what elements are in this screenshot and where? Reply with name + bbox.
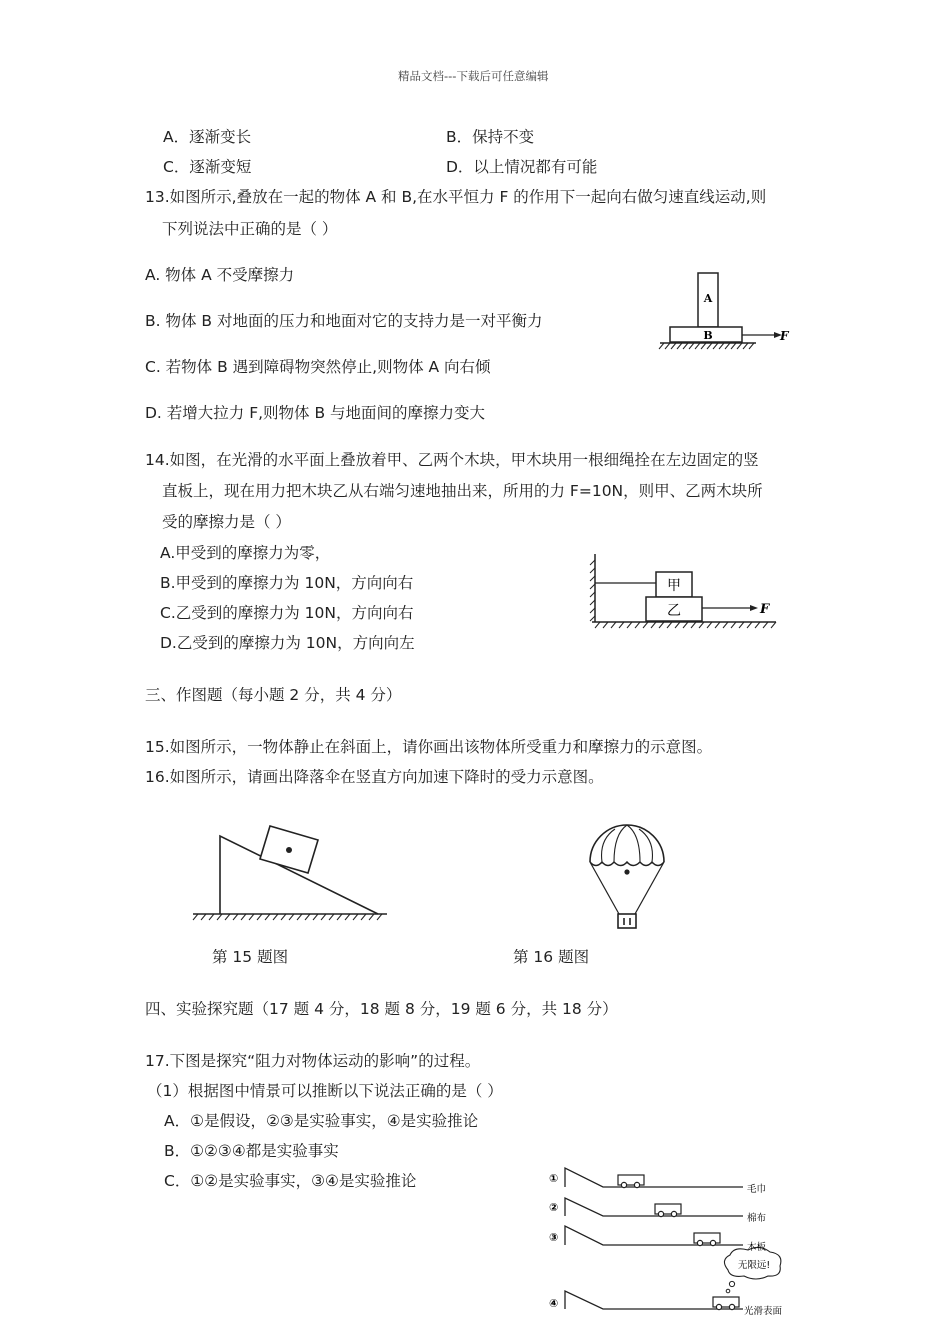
block-yi-label: 乙	[667, 603, 681, 619]
q13-option-d: D. 若增大拉力 F,则物体 B 与地面间的摩擦力变大	[145, 404, 486, 422]
surface-2: 棉布	[747, 1213, 767, 1224]
q13-figure	[656, 272, 796, 352]
block-jia-label: 甲	[667, 578, 681, 594]
q17-figure	[548, 1160, 798, 1320]
surface-1: 毛巾	[747, 1184, 767, 1195]
label-n4: ④	[549, 1297, 559, 1310]
q14-figure	[590, 552, 785, 637]
q13-stem-line1: 13.如图所示,叠放在一起的物体 A 和 B,在水平恒力 F 的作用下一起向右做匀速直线运动,则	[145, 188, 767, 206]
cart-4	[713, 1297, 739, 1310]
fig15-incline	[190, 820, 390, 928]
q16-stem: 16.如图所示，请画出降落伞在竖直方向加速下降时的受力示意图。	[145, 768, 604, 786]
force-label: F	[780, 329, 789, 343]
fig16-parachute	[585, 820, 670, 935]
q12-option-b: B．保持不变	[446, 128, 535, 146]
page-header: 精品文档---下载后可任意编辑	[398, 69, 549, 83]
label-n1: ①	[549, 1172, 559, 1185]
q15-stem: 15.如图所示，一物体静止在斜面上，请你画出该物体所受重力和摩擦力的示意图。	[145, 738, 713, 756]
q14-option-d: D.乙受到的摩擦力为 10N，方向向左	[160, 634, 415, 652]
q14-option-a: A.甲受到的摩擦力为零，	[160, 544, 331, 562]
force-label: F	[760, 602, 770, 617]
q14-stem-line3: 受的摩擦力是（ ）	[162, 513, 291, 531]
q13-option-a: A. 物体 A 不受摩擦力	[145, 266, 295, 284]
q14-stem-line1: 14.如图，在光滑的水平面上叠放着甲、乙两个木块，甲木块用一根细绳拴在左边固定的竖	[145, 451, 759, 469]
q17-option-b: B．①②③④都是实验事实	[164, 1142, 339, 1160]
q13-option-b: B. 物体 B 对地面的压力和地面对它的支持力是一对平衡力	[145, 312, 543, 330]
parachute-basket	[618, 914, 636, 928]
surface-4: 光滑表面	[744, 1306, 783, 1317]
block-a-label: A	[703, 292, 713, 305]
fig16-caption: 第 16 题图	[513, 948, 590, 966]
block-b-label: B	[703, 329, 713, 342]
section-3-title: 三、作图题（每小题 2 分，共 4 分）	[145, 686, 402, 704]
q17-option-c: C．①②是实验事实，③④是实验推论	[164, 1172, 417, 1190]
q14-option-b: B.甲受到的摩擦力为 10N，方向向右	[160, 574, 414, 592]
fig15-caption: 第 15 题图	[212, 948, 289, 966]
q12-option-a: A．逐渐变长	[163, 128, 252, 146]
q12-option-d: D．以上情况都有可能	[446, 158, 598, 176]
cart-3	[694, 1233, 720, 1246]
q14-option-c: C.乙受到的摩擦力为 10N，方向向右	[160, 604, 414, 622]
cart-2	[655, 1204, 681, 1217]
center-dot	[286, 847, 292, 853]
label-n2: ②	[549, 1201, 559, 1214]
q14-stem-line2: 直板上，现在用力把木块乙从右端匀速地抽出来，所用的力 F=10N，则甲、乙两木块所	[162, 482, 763, 500]
q17-stem: 17.下图是探究“阻力对物体运动的影响”的过程。	[145, 1052, 481, 1070]
bubble-text: 无限远!	[737, 1260, 771, 1271]
label-n3: ③	[549, 1231, 559, 1244]
q13-option-c: C. 若物体 B 遇到障碍物突然停止,则物体 A 向右倾	[145, 358, 491, 376]
section-4-title: 四、实验探究题（17 题 4 分，18 题 8 分，19 题 6 分，共 18 分）	[145, 1000, 618, 1018]
q12-option-c: C．逐渐变短	[163, 158, 252, 176]
q17-sub1: （1）根据图中情景可以推断以下说法正确的是（ ）	[147, 1082, 503, 1100]
ground-hatch	[659, 343, 754, 349]
surface-3: 木板	[747, 1242, 767, 1253]
q13-stem-line2: 下列说法中正确的是（ ）	[162, 220, 338, 238]
q17-option-a: A．①是假设，②③是实验事实，④是实验推论	[164, 1112, 479, 1130]
cart-1	[618, 1175, 644, 1188]
center-dot	[624, 869, 629, 874]
